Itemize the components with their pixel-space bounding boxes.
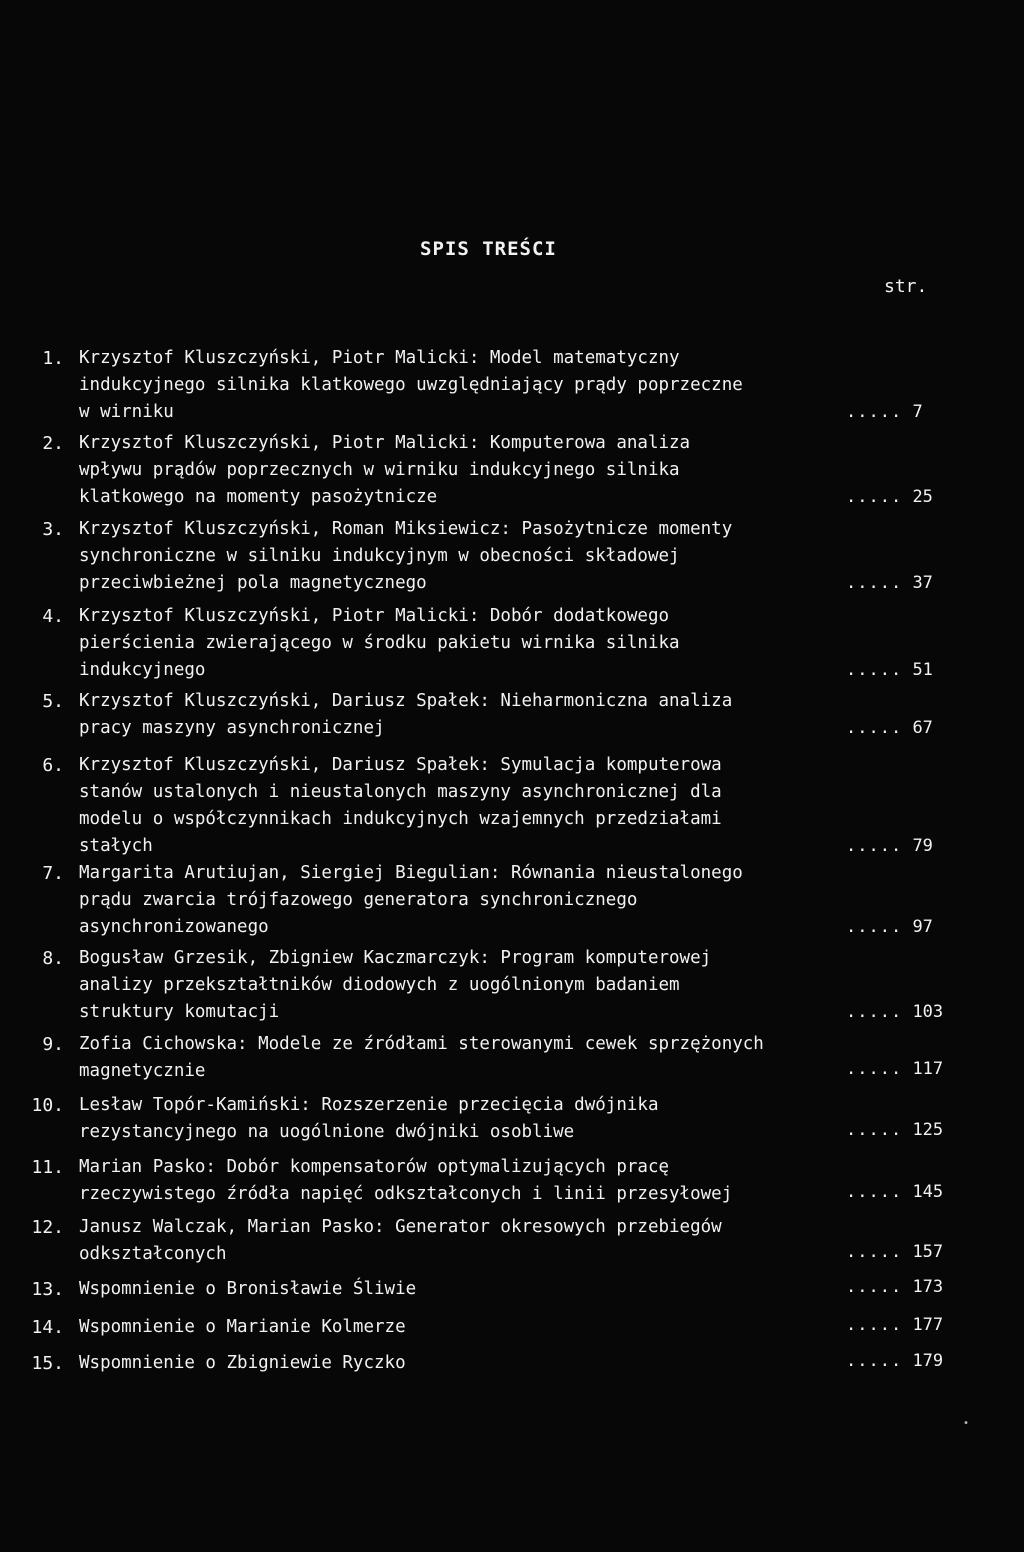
- page-number: 79: [912, 836, 933, 856]
- entry-page: [846, 1056, 946, 1083]
- dot-leader: .....: [846, 718, 903, 738]
- entry-title: Zofia Cichowska: Modele ze źródłami sterowanymi cewek sprzężonych magnetycznie: [79, 1034, 764, 1081]
- page-number: 125: [912, 1120, 944, 1140]
- page-number: 177: [912, 1315, 944, 1335]
- dot-leader: .....: [846, 917, 903, 937]
- entry-number: 11.: [31, 1157, 64, 1178]
- entry-page: [846, 484, 946, 511]
- entry-title: Krzysztof Kluszczyński, Piotr Malicki: Model matematyczny indukcyjnego silnika klatkowego uwzględniający prądy poprzeczne w wirniku: [79, 348, 743, 422]
- scan-speck: •: [963, 1418, 970, 1429]
- entry-number: 14.: [31, 1317, 64, 1338]
- page-number: 25: [912, 487, 933, 507]
- entry-title: Bogusław Grzesik, Zbigniew Kaczmarczyk: Program komputerowej analizy przekształtników diodowych z uogólnionym badaniem struktury komutacji: [79, 948, 712, 1022]
- entry-title: Wspomnienie o Marianie Kolmerze: [79, 1317, 406, 1337]
- entry-page: [846, 1348, 946, 1375]
- entry-title: Krzysztof Kluszczyński, Piotr Malicki: Komputerowa analiza wpływu prądów poprzecznych w wirniku indukcyjnego silnika klatkowego na momenty pasożytnicze: [79, 433, 691, 507]
- dot-leader: .....: [846, 487, 903, 507]
- entry-page: [846, 1312, 946, 1339]
- dot-leader: .....: [846, 402, 903, 422]
- entry-number: 7.: [42, 863, 64, 884]
- dot-leader: .....: [846, 836, 903, 856]
- entry-title: Krzysztof Kluszczyński, Dariusz Spałek: Nieharmoniczna analiza pracy maszyny asynchronicznej: [79, 691, 733, 738]
- entry-page: [846, 914, 946, 941]
- entry-title: Krzysztof Kluszczyński, Roman Miksiewicz: Pasożytnicze momenty synchroniczne w silniku indukcyjnym w obecności składowej przeciwbieżnej pola magnetycznego: [79, 519, 733, 593]
- page-number: 157: [912, 1242, 944, 1262]
- entry-number: 6.: [42, 755, 64, 776]
- dot-leader: .....: [846, 1351, 903, 1371]
- page-number: 97: [912, 917, 933, 937]
- entry-number: 13.: [31, 1279, 64, 1300]
- entry-title: Margarita Arutiujan, Siergiej Biegulian: Równania nieustalonego prądu zwarcia trójfazowego generatora synchronicznego asynchronizowanego: [79, 863, 743, 937]
- entry-title: Janusz Walczak, Marian Pasko: Generator okresowych przebiegów odkształconych: [79, 1217, 722, 1264]
- dot-leader: .....: [846, 1059, 903, 1079]
- entry-page: [846, 1117, 946, 1144]
- dot-leader: .....: [846, 1242, 903, 1262]
- entry-number: 5.: [42, 691, 64, 712]
- entry-page: [846, 715, 946, 742]
- entry-page: [846, 1179, 946, 1206]
- page-number: 117: [912, 1059, 944, 1079]
- entry-number: 2.: [42, 433, 64, 454]
- dot-leader: .....: [846, 1277, 903, 1297]
- entry-number: 12.: [31, 1217, 64, 1238]
- entry-page: [846, 999, 946, 1026]
- dot-leader: .....: [846, 1182, 903, 1202]
- entry-number: 9.: [42, 1034, 64, 1055]
- entry-page: [846, 833, 946, 860]
- entry-number: 8.: [42, 948, 64, 969]
- page-number: 179: [912, 1351, 944, 1371]
- entry-page: [846, 1239, 946, 1266]
- page-number: 173: [912, 1277, 944, 1297]
- dot-leader: .....: [846, 1315, 903, 1335]
- entry-page: [846, 1274, 946, 1301]
- page-number: 145: [912, 1182, 944, 1202]
- entry-title: Krzysztof Kluszczyński, Piotr Malicki: Dobór dodatkowego pierścienia zwierającego w środku pakietu wirnika silnika indukcyjnego: [79, 606, 680, 680]
- dot-leader: .....: [846, 1120, 903, 1140]
- page-number: 103: [912, 1002, 944, 1022]
- page-title: SPIS TREŚCI: [420, 238, 557, 260]
- page-number: 51: [912, 660, 933, 680]
- page-number: 67: [912, 718, 933, 738]
- entry-number: 3.: [42, 519, 64, 540]
- page-column-label: str.: [884, 276, 928, 297]
- entry-title: Marian Pasko: Dobór kompensatorów optymalizujących pracę rzeczywistego źródła napięć odkształconych i linii przesyłowej: [79, 1157, 733, 1204]
- dot-leader: .....: [846, 573, 903, 593]
- entry-number: 10.: [31, 1095, 64, 1116]
- page-number: 7: [912, 402, 923, 422]
- entry-title: Krzysztof Kluszczyński, Dariusz Spałek: Symulacja komputerowa stanów ustalonych i nieustalonych maszyny asynchronicznej dla modelu o współczynnikach indukcyjnych wzajemnych przedziałami stałych: [79, 755, 722, 856]
- entry-page: [846, 399, 946, 426]
- dot-leader: .....: [846, 660, 903, 680]
- entry-number: 15.: [31, 1353, 64, 1374]
- entry-number: 4.: [42, 606, 64, 627]
- page-number: 37: [912, 573, 933, 593]
- entry-title: Wspomnienie o Zbigniewie Ryczko: [79, 1353, 406, 1373]
- entry-page: [846, 657, 946, 684]
- entry-title: Lesław Topór-Kamiński: Rozszerzenie przecięcia dwójnika rezystancyjnego na uogólnione dwójniki osobliwe: [79, 1095, 659, 1142]
- entry-title: Wspomnienie o Bronisławie Śliwie: [79, 1279, 417, 1299]
- entry-page: [846, 570, 946, 597]
- entry-number: 1.: [42, 348, 64, 369]
- dot-leader: .....: [846, 1002, 903, 1022]
